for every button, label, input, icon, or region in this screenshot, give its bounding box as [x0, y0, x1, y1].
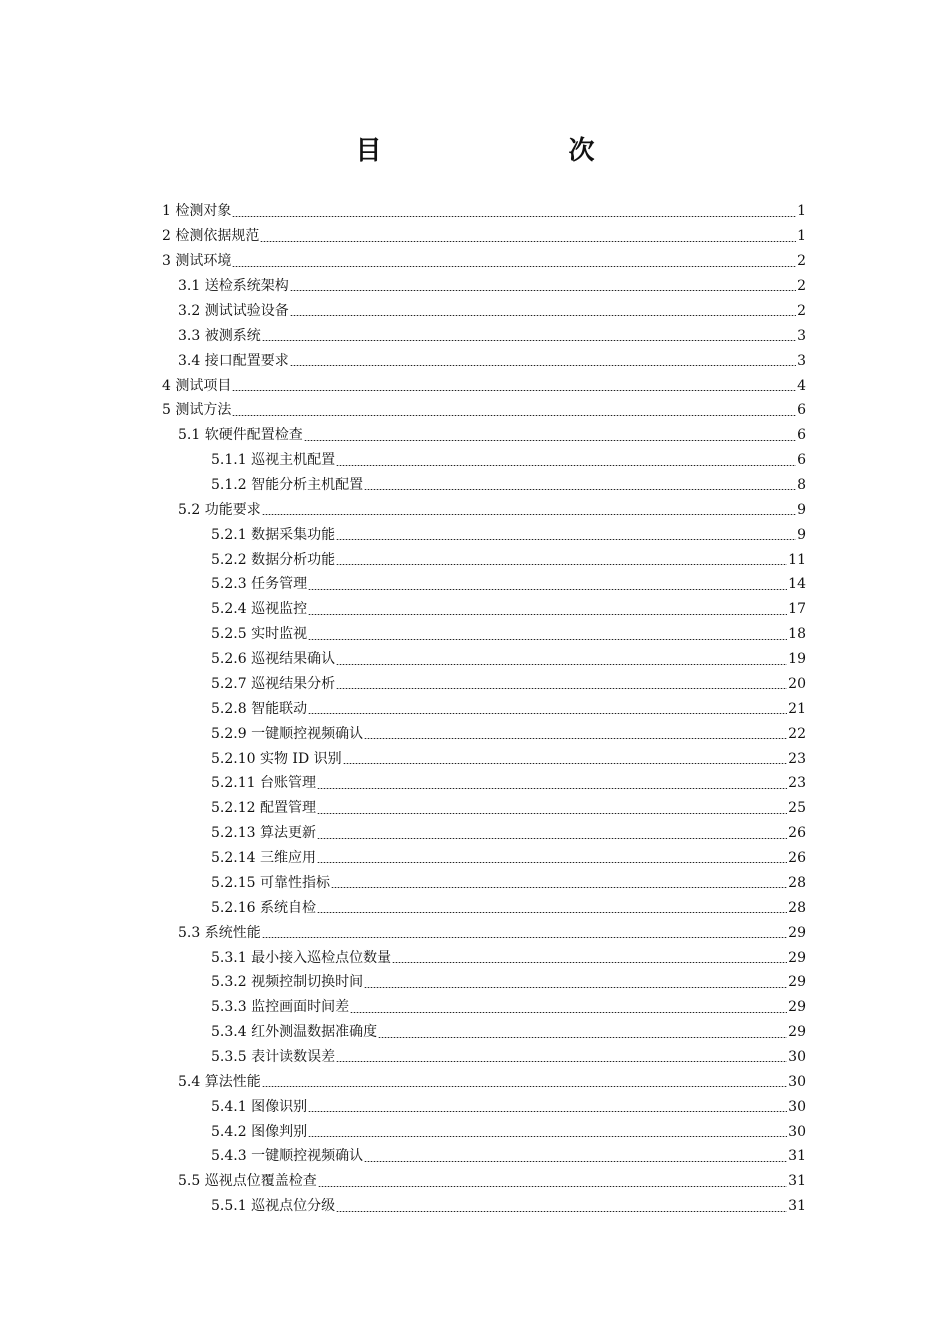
dot-leader — [364, 987, 787, 988]
toc-entry-label: 4 测试项目 — [162, 377, 232, 394]
toc-entry-label: 5.4.3 一键顺控视频确认 — [211, 1148, 364, 1165]
toc-entry-page-number: 2 — [797, 302, 806, 319]
toc-entry-label: 5.2.10 实物 ID 识别 — [211, 750, 342, 767]
toc-entry-page-number: 31 — [788, 1198, 806, 1215]
toc-entry-page-number: 31 — [788, 1148, 806, 1165]
toc-entry-label: 5.2.16 系统自检 — [211, 899, 316, 916]
toc-entry-label: 5.4 算法性能 — [178, 1073, 261, 1090]
dot-leader — [318, 1186, 787, 1187]
dot-leader — [308, 713, 787, 714]
toc-entry[interactable] — [0, 1169, 806, 1194]
toc-entry-label: 5.4.1 图像识别 — [211, 1098, 308, 1115]
toc-entry[interactable] — [0, 199, 806, 224]
toc-entry[interactable] — [0, 771, 806, 796]
toc-entry[interactable] — [0, 298, 806, 323]
toc-entry-page-number: 14 — [788, 576, 806, 593]
toc-entry-label: 5.2.2 数据分析功能 — [211, 551, 336, 568]
toc-entry[interactable] — [0, 398, 806, 423]
dot-leader — [336, 1061, 787, 1062]
dot-leader — [317, 912, 787, 913]
toc-entry-label: 5.2.5 实时监视 — [211, 626, 308, 643]
toc-entry[interactable] — [0, 821, 806, 846]
dot-leader — [290, 290, 796, 291]
toc-entry-label: 5.2.9 一键顺控视频确认 — [211, 725, 364, 742]
toc-entry[interactable] — [0, 895, 806, 920]
dot-leader — [290, 315, 796, 316]
toc-entry-label: 2 检测依据规范 — [162, 228, 260, 245]
toc-entry-page-number: 2 — [797, 253, 806, 270]
toc-entry[interactable] — [0, 348, 806, 373]
dot-leader — [290, 365, 796, 366]
page-title: 目 次 — [355, 136, 640, 166]
toc-entry-label: 5.5.1 巡视点位分级 — [211, 1198, 336, 1215]
toc-entry[interactable] — [0, 423, 806, 448]
toc-entry-page-number: 9 — [797, 526, 806, 543]
dot-leader — [336, 664, 787, 665]
dot-leader — [232, 390, 796, 391]
dot-leader — [262, 937, 787, 938]
toc-entry-page-number: 26 — [788, 825, 806, 842]
toc-entry-page-number: 26 — [788, 850, 806, 867]
dot-leader — [260, 241, 796, 242]
toc-entry[interactable] — [0, 1119, 806, 1144]
dot-leader — [343, 763, 788, 764]
toc-entry-label: 5.3.4 红外测温数据准确度 — [211, 1024, 378, 1041]
toc-entry-page-number: 8 — [797, 476, 806, 493]
toc-entry-label: 5.4.2 图像判别 — [211, 1123, 308, 1140]
toc-entry-label: 5.3.3 监控画面时间差 — [211, 999, 350, 1016]
dot-leader — [308, 639, 787, 640]
toc-entry-page-number: 2 — [797, 278, 806, 295]
toc-entry-label: 5.2.11 台账管理 — [211, 775, 316, 792]
toc-entry-page-number: 22 — [788, 725, 806, 742]
toc-entry-page-number: 23 — [788, 775, 806, 792]
toc-entry[interactable] — [0, 597, 806, 622]
toc-entry-page-number: 29 — [788, 924, 806, 941]
toc-entry-page-number: 28 — [788, 874, 806, 891]
toc-entry-page-number: 19 — [788, 651, 806, 668]
dot-leader — [336, 539, 796, 540]
toc-entry[interactable] — [0, 622, 806, 647]
toc-entry-label: 5.3.5 表计读数误差 — [211, 1049, 336, 1065]
toc-entry[interactable] — [0, 647, 806, 672]
toc-entry[interactable] — [0, 249, 806, 274]
dot-leader — [336, 1211, 787, 1212]
toc-entry[interactable] — [0, 970, 806, 995]
toc-entry[interactable] — [0, 274, 806, 299]
dot-leader — [392, 962, 787, 963]
toc-entry-page-number: 30 — [788, 1073, 806, 1090]
toc-entry-page-number: 18 — [788, 626, 806, 643]
toc-entry-page-number: 21 — [788, 700, 806, 717]
toc-entry-label: 3 测试环境 — [162, 253, 232, 270]
dot-leader — [336, 688, 787, 689]
toc-entry-page-number: 3 — [797, 327, 806, 344]
toc-entry[interactable] — [0, 945, 806, 970]
dot-leader — [232, 415, 796, 416]
toc-entry-label: 5.1.1 巡视主机配置 — [211, 452, 336, 469]
toc-entry-label: 1 检测对象 — [162, 203, 232, 220]
toc-entry-page-number: 29 — [788, 949, 806, 966]
toc-entry-label: 5.2.14 三维应用 — [211, 850, 316, 867]
toc-entry[interactable] — [0, 373, 806, 398]
dot-leader — [308, 1136, 787, 1137]
toc-entry-label: 5.2.7 巡视结果分析 — [211, 675, 336, 692]
toc-entry[interactable] — [0, 1094, 806, 1119]
toc-entry-page-number: 9 — [797, 501, 806, 518]
toc-entry-page-number: 6 — [797, 427, 806, 444]
toc-entry-label: 5.5 巡视点位覆盖检查 — [178, 1173, 317, 1190]
toc-entry-page-number: 29 — [788, 999, 806, 1016]
toc-entry-page-number: 31 — [788, 1173, 806, 1190]
toc-entry-label: 5.2 功能要求 — [178, 501, 261, 518]
dot-leader — [262, 514, 796, 515]
toc-entry[interactable] — [0, 547, 806, 572]
toc-entry-label: 5.3 系统性能 — [178, 924, 261, 941]
dot-leader — [378, 1037, 787, 1038]
dot-leader — [232, 266, 796, 267]
toc-entry-label: 5.1 软硬件配置检查 — [178, 427, 303, 444]
dot-leader — [317, 862, 787, 863]
toc-entry-page-number: 25 — [788, 800, 806, 817]
toc-entry[interactable] — [0, 721, 806, 746]
toc-entry[interactable] — [0, 497, 806, 522]
dot-leader — [350, 1012, 787, 1013]
toc-entry-label: 3.2 测试试验设备 — [178, 302, 289, 319]
toc-entry-label: 5.2.1 数据采集功能 — [211, 526, 336, 543]
toc-entry-label: 5.2.13 算法更新 — [211, 825, 316, 842]
dot-leader — [308, 589, 787, 590]
dot-leader — [364, 1161, 787, 1162]
dot-leader — [262, 340, 796, 341]
toc-entry[interactable] — [0, 746, 806, 771]
dot-leader — [336, 465, 796, 466]
toc-entry-page-number: 28 — [788, 899, 806, 916]
toc-entry-label: 3.4 接口配置要求 — [178, 352, 289, 369]
toc-entry-label: 5 测试方法 — [162, 402, 232, 419]
dot-leader — [262, 1086, 787, 1087]
dot-leader — [364, 738, 787, 739]
toc-entry[interactable] — [0, 224, 806, 249]
toc-entry-label: 5.2.12 配置管理 — [211, 800, 316, 817]
toc-entry-page-number: 11 — [788, 551, 806, 568]
toc-entry-page-number: 4 — [797, 377, 806, 394]
toc-entry[interactable] — [0, 672, 806, 697]
toc-entry-page-number: 1 — [797, 203, 806, 220]
toc-entry-page-number: 30 — [788, 1098, 806, 1115]
dot-leader — [364, 489, 796, 490]
toc-entry-label: 5.1.2 智能分析主机配置 — [211, 476, 364, 493]
dot-leader — [317, 813, 787, 814]
dot-leader — [308, 1111, 787, 1112]
dot-leader — [232, 216, 796, 217]
dot-leader — [317, 838, 787, 839]
toc-entry[interactable] — [0, 870, 806, 895]
toc-entry[interactable] — [0, 572, 806, 597]
toc-entry[interactable] — [0, 796, 806, 821]
toc-entry[interactable] — [0, 1020, 806, 1045]
toc-entry-label: 5.2.6 巡视结果确认 — [211, 651, 336, 668]
toc-entry-label: 3.1 送检系统架构 — [178, 278, 289, 295]
toc-entry-page-number: 1 — [797, 228, 806, 245]
toc-entry-label: 3.3 被测系统 — [178, 327, 261, 344]
toc-entry-label: 5.2.15 可靠性指标 — [211, 874, 330, 891]
dot-leader — [304, 440, 796, 441]
toc-entry-page-number: 3 — [797, 352, 806, 369]
toc-entry-label: 5.3.1 最小接入巡检点位数量 — [211, 949, 392, 966]
toc-entry-label: 5.2.4 巡视监控 — [211, 601, 308, 618]
toc-entry-page-number: 23 — [788, 750, 806, 767]
toc-entry[interactable] — [0, 522, 806, 547]
toc-entry[interactable] — [0, 1069, 806, 1094]
dot-leader — [308, 614, 787, 615]
toc-entry[interactable] — [0, 995, 806, 1020]
toc-entry-label: 5.2.3 任务管理 — [211, 576, 308, 593]
toc-entry[interactable] — [0, 448, 806, 473]
toc-entry-page-number: 30 — [788, 1049, 806, 1065]
dot-leader — [331, 887, 787, 888]
toc-entry[interactable] — [0, 1194, 806, 1219]
toc-entry[interactable] — [0, 323, 806, 348]
toc-entry[interactable] — [0, 696, 806, 721]
toc-entry[interactable] — [0, 846, 806, 871]
toc-entry-page-number: 29 — [788, 1024, 806, 1041]
toc-entry-label: 5.2.8 智能联动 — [211, 700, 308, 717]
toc-entry[interactable] — [0, 920, 806, 945]
toc-entry-page-number: 29 — [788, 974, 806, 991]
dot-leader — [317, 788, 787, 789]
toc-entry-label: 5.3.2 视频控制切换时间 — [211, 974, 364, 991]
toc-entry[interactable] — [0, 1144, 806, 1169]
toc-entry-page-number: 20 — [788, 675, 806, 692]
dot-leader — [336, 564, 787, 565]
toc-entry[interactable] — [0, 1045, 806, 1070]
toc-entry-page-number: 30 — [788, 1123, 806, 1140]
toc-entry[interactable] — [0, 473, 806, 498]
toc-entry-page-number: 6 — [797, 452, 806, 469]
toc-entry-page-number: 6 — [797, 402, 806, 419]
toc-entry-page-number: 17 — [788, 601, 806, 618]
